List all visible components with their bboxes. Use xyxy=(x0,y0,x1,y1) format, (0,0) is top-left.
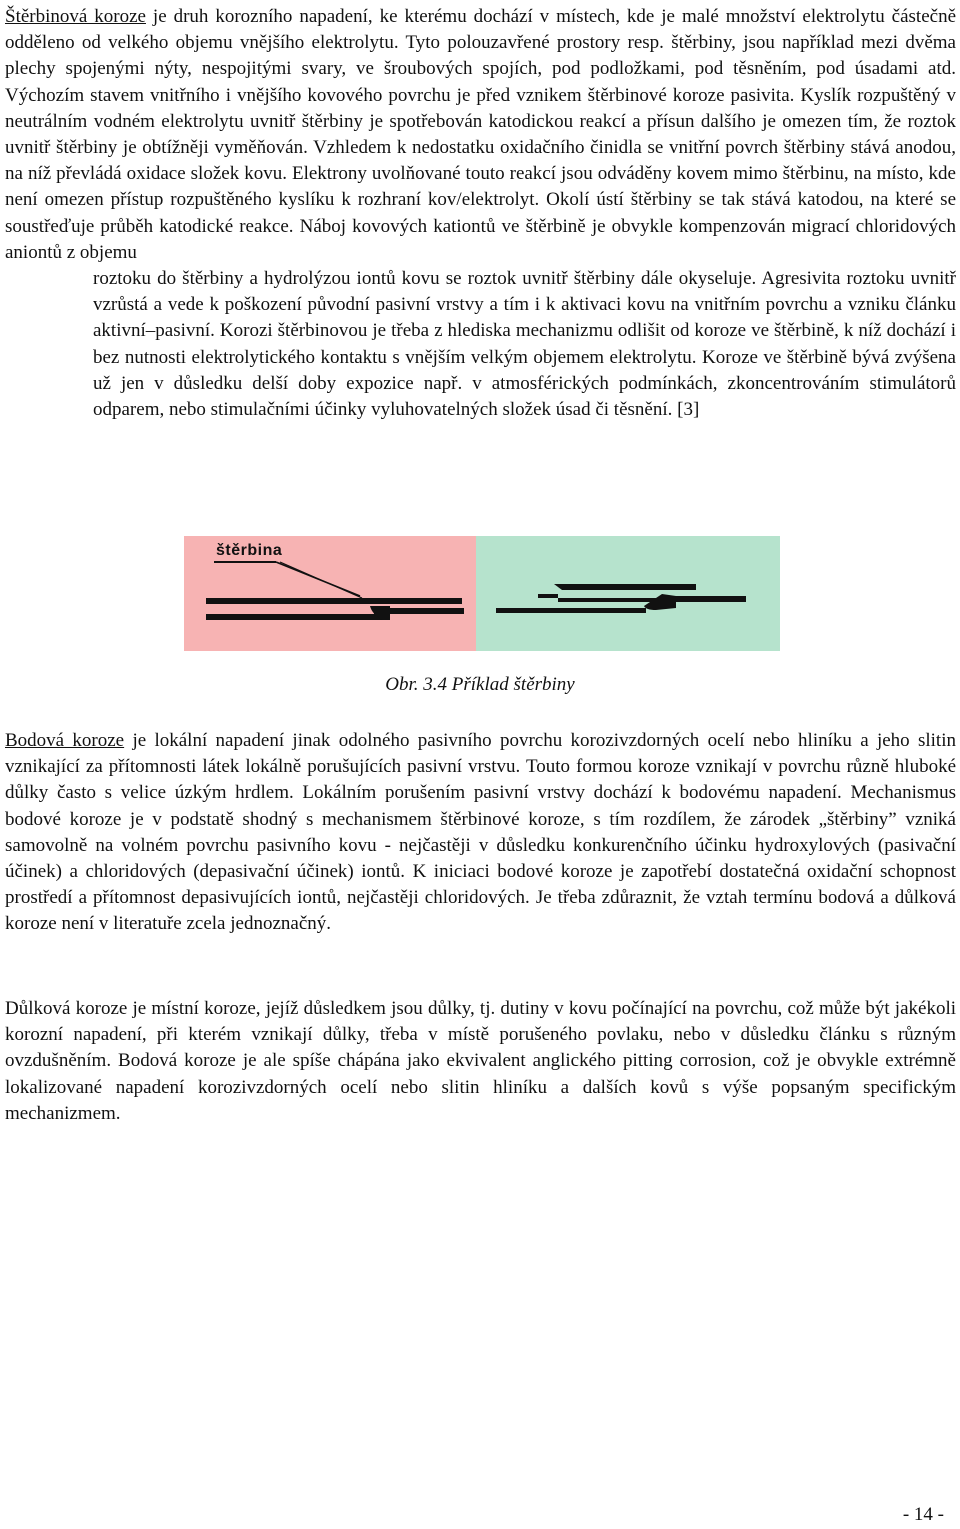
crevice-drawing-right xyxy=(476,536,780,651)
crevice-figure xyxy=(184,536,780,651)
figure-label-crevice: štěrbina xyxy=(216,542,283,559)
paragraph1-text-part2: roztoku do štěrbiny a hydrolýzou iontů kovu se roztok uvnitř štěrbiny dále okyseluje. Agresivita roztoku uvnitř vzrůstá a vede k poškození původní pasivní vrstvy a tím i k aktivaci kovu na vnitřním povrchu a vzniku článku aktivní–pasivní. Korozi štěrbinovou je třeba z hlediska mechanizmu odlišit od koroze ve štěrbině, k níž dochází i bez nutnosti elektrolytického kontaktu s vnějším velkým objemem elektrolytu. Koroze ve štěrbině bývá zvýšena už jen v důsledku delší doby expozice např. v atmosférických podmínkách, zkoncentrováním stimulátorů odparem, nebo stimulačními účinky vyluhovatelných složek úsad či těsnění. [3] xyxy=(93,268,956,421)
paragraph-pitting-corrosion xyxy=(5,728,956,938)
term-pitting-corrosion: Bodová koroze xyxy=(5,730,125,751)
label-leader-line-2 xyxy=(280,562,362,598)
upper-plate-right xyxy=(554,584,696,590)
plate-edge xyxy=(538,594,558,598)
page-number: - 14 - xyxy=(902,1504,944,1525)
lower-plate-left xyxy=(496,608,646,613)
figure-panel-left xyxy=(184,536,476,651)
figure-caption: Obr. 3.4 Příklad štěrbiny xyxy=(385,674,575,695)
crevice-drawing-left xyxy=(184,536,476,651)
paragraph2-text: je lokální napadení jinak odolného pasivního povrchu korozivzdorných ocelí nebo hliníku a jeho slitin vznikající za přítomnosti látek lokálně porušujících pasivní vrstvu. Touto formou koroze vznikají v povrchu různě hluboké důlky často s velice úzkým hrdlem. Lokálním porušením pasivní vrstvy dochází k bodovému napadení. Mechanismus bodové koroze je v podstatě shodný s mechanismem štěrbinové koroze, s tím rozdílem, že zárodek „štěrbiny” vzniká samovolně na volném povrchu pasivního kovu - nejčastěji v důsledku konkurenčního účinku hydroxylových (pasivační účinek) a chloridových (depasivační účinek) iontů. K iniciaci bodové koroze je zapotřebí dostatečná oxidační schopnost prostředí a přítomnost depasivujících iontů, nejčastěji chloridových. Je třeba zdůraznit, že vztah termínu bodová a důlková koroze není v literatuře zcela jednoznačný. xyxy=(5,730,956,935)
lower-plate xyxy=(206,614,386,620)
paragraph-pit-corrosion xyxy=(5,996,956,1127)
upper-plate xyxy=(206,598,462,604)
paragraph1-text-part1: je druh korozního napadení, ke kterému dochází v místech, kde je malé množství elektrolytu částečně odděleno od velkého objemu vnějšího elektrolytu. Tyto polouzavřené prostory resp. štěrbiny, jsou například mezi dvěma plechy spojenými nýty, nespojitými svary, ve šroubových spojích, pod podložkami, pod těsněním, pod úsadami atd. Výchozím stavem vnitřního i vnějšího kovového povrchu je před vznikem štěrbinové koroze pasivita. Kyslík rozpuštěný v neutrálním vodném elektrolytu uvnitř štěrbiny je spotřebován katodickou reakcí a přísun dalšího je omezen tím, že roztok uvnitř štěrbiny je obtížněji vyměňován. Vzhledem k nedostatku oxidačního činidla se vnitřní povrch štěrbiny stává anodou, na níž převládá oxidace složek kovu. Elektrony uvolňované touto reakcí jsou odváděny kovem mimo štěrbinu, na místo, kde není omezen přístup rozpuštěného kyslíku k rozhraní kov/elektrolyt. Okolí ústí štěrbiny se tak stává katodou, na které se soustřeďuje průběh katodické reakce. Náboj kovových kationtů ve štěrbině je obvykle kompenzován migrací chloridových aniontů z objemu xyxy=(5,6,956,263)
figure-panel-right xyxy=(476,536,780,651)
paragraph3-text: Důlková koroze je místní koroze, jejíž důsledkem jsou důlky, tj. dutiny v kovu počínající na povrchu, což může být jakékoli korozní napadení, při kterém vznikají důlky, třeba v místě porušeného povlaku, nebo v důsledku článku s různým ovzdušněním. Bodová koroze je ale spíše chápána jako ekvivalent anglického pitting corrosion, což je obvykle extrémně lokalizované napadení korozivzdorných ocelí nebo slitin hliníku a dalších kovů s výše popsaným specifickým mechanizmem. xyxy=(5,998,956,1124)
paragraph-crevice-corrosion xyxy=(5,4,956,423)
term-crevice-corrosion: Štěrbinová koroze xyxy=(5,6,146,27)
